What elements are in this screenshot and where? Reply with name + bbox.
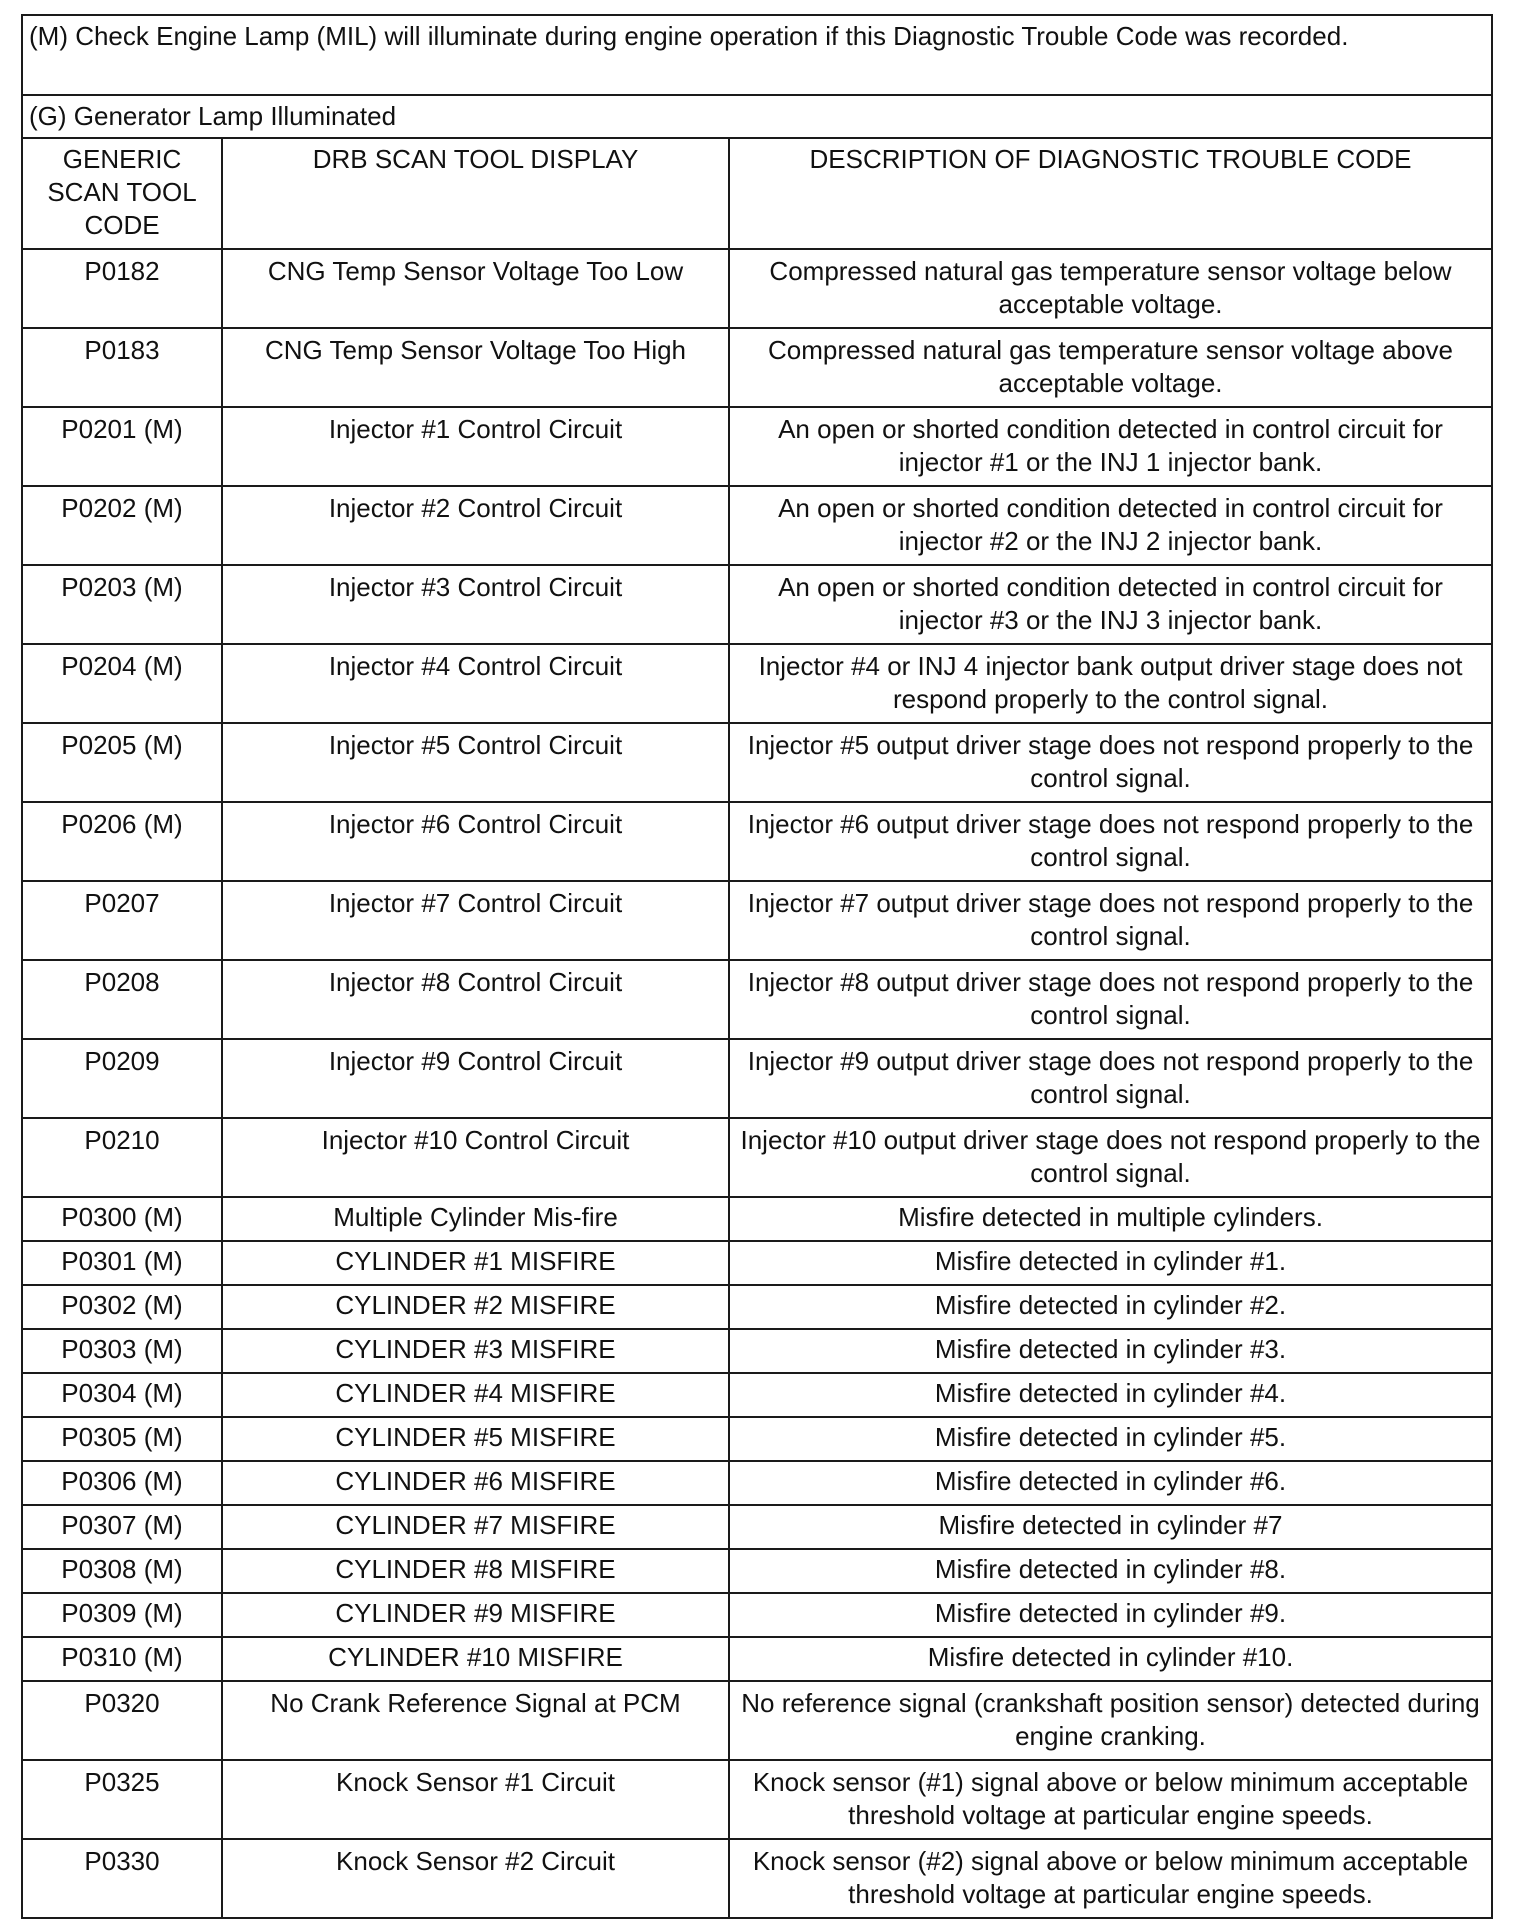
table-row xyxy=(22,1637,1492,1681)
code-cell: P0302 (M) xyxy=(22,1285,222,1329)
description-cell: Knock sensor (#1) signal above or below minimum acceptable threshold voltage at particular engine speeds. xyxy=(729,1760,1492,1839)
table-row xyxy=(22,1760,1492,1839)
table-row xyxy=(22,1681,1492,1760)
table-row xyxy=(22,1241,1492,1285)
code-cell: P0209 xyxy=(22,1039,222,1118)
description-cell: Knock sensor (#2) signal above or below minimum acceptable threshold voltage at particular engine speeds. xyxy=(729,1839,1492,1918)
display-cell: CNG Temp Sensor Voltage Too Low xyxy=(222,249,729,328)
code-cell: P0210 xyxy=(22,1118,222,1197)
table-row xyxy=(22,1329,1492,1373)
code-cell: P0301 (M) xyxy=(22,1241,222,1285)
display-cell: CYLINDER #2 MISFIRE xyxy=(222,1285,729,1329)
description-cell: Compressed natural gas temperature sensor voltage above acceptable voltage. xyxy=(729,328,1492,407)
description-cell: Misfire detected in cylinder #7 xyxy=(729,1505,1492,1549)
table-row xyxy=(22,1461,1492,1505)
code-cell: P0308 (M) xyxy=(22,1549,222,1593)
description-cell: No reference signal (crankshaft position sensor) detected during engine cranking. xyxy=(729,1681,1492,1760)
description-cell: Misfire detected in cylinder #2. xyxy=(729,1285,1492,1329)
note-row-generator xyxy=(22,95,1492,138)
display-cell: Multiple Cylinder Mis-fire xyxy=(222,1197,729,1241)
table-row xyxy=(22,249,1492,328)
code-cell: P0300 (M) xyxy=(22,1197,222,1241)
description-cell: Misfire detected in cylinder #3. xyxy=(729,1329,1492,1373)
table-row xyxy=(22,1285,1492,1329)
display-cell: Injector #4 Control Circuit xyxy=(222,644,729,723)
code-cell: P0182 xyxy=(22,249,222,328)
description-cell: Misfire detected in cylinder #6. xyxy=(729,1461,1492,1505)
table-row xyxy=(22,1593,1492,1637)
table-row xyxy=(22,802,1492,881)
code-cell: P0309 (M) xyxy=(22,1593,222,1637)
code-cell: P0201 (M) xyxy=(22,407,222,486)
display-cell: CYLINDER #1 MISFIRE xyxy=(222,1241,729,1285)
code-cell: P0325 xyxy=(22,1760,222,1839)
code-cell: P0206 (M) xyxy=(22,802,222,881)
display-cell: Injector #10 Control Circuit xyxy=(222,1118,729,1197)
description-cell: Misfire detected in cylinder #1. xyxy=(729,1241,1492,1285)
display-cell: Injector #2 Control Circuit xyxy=(222,486,729,565)
table-row xyxy=(22,723,1492,802)
code-cell: P0310 (M) xyxy=(22,1637,222,1681)
table-row xyxy=(22,1839,1492,1918)
dtc-table-body xyxy=(22,15,1492,1918)
code-cell: P0204 (M) xyxy=(22,644,222,723)
code-cell: P0303 (M) xyxy=(22,1329,222,1373)
description-cell: Misfire detected in cylinder #9. xyxy=(729,1593,1492,1637)
display-cell: CYLINDER #4 MISFIRE xyxy=(222,1373,729,1417)
header-description: DESCRIPTION OF DIAGNOSTIC TROUBLE CODE xyxy=(729,138,1492,249)
table-row xyxy=(22,328,1492,407)
code-cell: P0202 (M) xyxy=(22,486,222,565)
display-cell: CYLINDER #8 MISFIRE xyxy=(222,1549,729,1593)
description-cell: An open or shorted condition detected in control circuit for injector #1 or the INJ 1 injector bank. xyxy=(729,407,1492,486)
display-cell: Injector #9 Control Circuit xyxy=(222,1039,729,1118)
table-row xyxy=(22,1197,1492,1241)
description-cell: Misfire detected in cylinder #8. xyxy=(729,1549,1492,1593)
description-cell: An open or shorted condition detected in control circuit for injector #2 or the INJ 2 injector bank. xyxy=(729,486,1492,565)
code-cell: P0320 xyxy=(22,1681,222,1760)
code-cell: P0205 (M) xyxy=(22,723,222,802)
display-cell: Knock Sensor #2 Circuit xyxy=(222,1839,729,1918)
code-cell: P0306 (M) xyxy=(22,1461,222,1505)
description-cell: Misfire detected in multiple cylinders. xyxy=(729,1197,1492,1241)
display-cell: Knock Sensor #1 Circuit xyxy=(222,1760,729,1839)
description-cell: Misfire detected in cylinder #5. xyxy=(729,1417,1492,1461)
code-cell: P0183 xyxy=(22,328,222,407)
description-cell: An open or shorted condition detected in control circuit for injector #3 or the INJ 3 injector bank. xyxy=(729,565,1492,644)
display-cell: Injector #5 Control Circuit xyxy=(222,723,729,802)
table-row xyxy=(22,1505,1492,1549)
header-display: DRB SCAN TOOL DISPLAY xyxy=(222,138,729,249)
display-cell: Injector #7 Control Circuit xyxy=(222,881,729,960)
code-cell: P0307 (M) xyxy=(22,1505,222,1549)
description-cell: Injector #5 output driver stage does not respond properly to the control signal. xyxy=(729,723,1492,802)
description-cell: Misfire detected in cylinder #4. xyxy=(729,1373,1492,1417)
display-cell: CYLINDER #5 MISFIRE xyxy=(222,1417,729,1461)
description-cell: Injector #9 output driver stage does not respond properly to the control signal. xyxy=(729,1039,1492,1118)
code-cell: P0207 xyxy=(22,881,222,960)
table-row xyxy=(22,1118,1492,1197)
table-row xyxy=(22,486,1492,565)
display-cell: CYLINDER #9 MISFIRE xyxy=(222,1593,729,1637)
table-row xyxy=(22,1417,1492,1461)
display-cell: CYLINDER #7 MISFIRE xyxy=(222,1505,729,1549)
table-row xyxy=(22,644,1492,723)
display-cell: Injector #8 Control Circuit xyxy=(222,960,729,1039)
description-cell: Injector #4 or INJ 4 injector bank output driver stage does not respond properly to the control signal. xyxy=(729,644,1492,723)
code-cell: P0208 xyxy=(22,960,222,1039)
code-cell: P0330 xyxy=(22,1839,222,1918)
description-cell: Injector #7 output driver stage does not respond properly to the control signal. xyxy=(729,881,1492,960)
description-cell: Misfire detected in cylinder #10. xyxy=(729,1637,1492,1681)
code-cell: P0305 (M) xyxy=(22,1417,222,1461)
display-cell: Injector #6 Control Circuit xyxy=(222,802,729,881)
display-cell: CYLINDER #6 MISFIRE xyxy=(222,1461,729,1505)
header-row xyxy=(22,138,1492,249)
generator-note: (G) Generator Lamp Illuminated xyxy=(22,95,1492,138)
description-cell: Compressed natural gas temperature sensor voltage below acceptable voltage. xyxy=(729,249,1492,328)
display-cell: Injector #3 Control Circuit xyxy=(222,565,729,644)
dtc-table xyxy=(21,14,1493,1919)
code-cell: P0304 (M) xyxy=(22,1373,222,1417)
description-cell: Injector #10 output driver stage does not respond properly to the control signal. xyxy=(729,1118,1492,1197)
table-row xyxy=(22,1549,1492,1593)
display-cell: CYLINDER #3 MISFIRE xyxy=(222,1329,729,1373)
display-cell: CNG Temp Sensor Voltage Too High xyxy=(222,328,729,407)
table-row xyxy=(22,407,1492,486)
table-row xyxy=(22,565,1492,644)
header-code: GENERIC SCAN TOOL CODE xyxy=(22,138,222,249)
table-row xyxy=(22,1039,1492,1118)
display-cell: No Crank Reference Signal at PCM xyxy=(222,1681,729,1760)
note-row-mil xyxy=(22,15,1492,95)
table-row xyxy=(22,881,1492,960)
code-cell: P0203 (M) xyxy=(22,565,222,644)
description-cell: Injector #8 output driver stage does not respond properly to the control signal. xyxy=(729,960,1492,1039)
display-cell: Injector #1 Control Circuit xyxy=(222,407,729,486)
mil-note: (M) Check Engine Lamp (MIL) will illuminate during engine operation if this Diagnostic Trouble Code was recorded. xyxy=(22,15,1492,95)
display-cell: CYLINDER #10 MISFIRE xyxy=(222,1637,729,1681)
table-row xyxy=(22,960,1492,1039)
table-row xyxy=(22,1373,1492,1417)
description-cell: Injector #6 output driver stage does not respond properly to the control signal. xyxy=(729,802,1492,881)
